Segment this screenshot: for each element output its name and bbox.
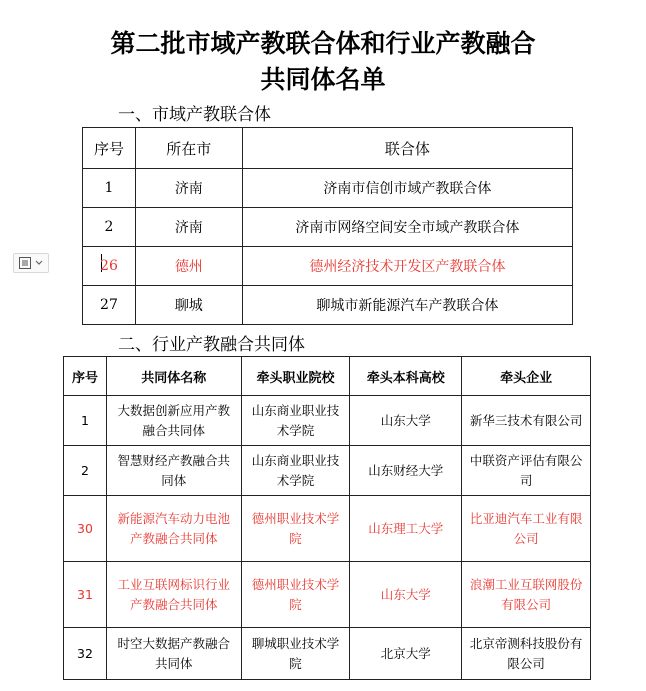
enterprise-cell: 比亚迪汽车工业有限公司 (462, 496, 591, 562)
table-row (83, 208, 573, 247)
vocational-college-cell: 山东商业职业技术学院 (241, 396, 350, 446)
row-number: 27 (83, 286, 136, 325)
table-row (64, 496, 591, 562)
row-number: 30 (64, 496, 107, 562)
table-header-row (83, 128, 573, 169)
community-name-cell: 智慧财经产教融合共同体 (106, 446, 241, 496)
vocational-college-cell: 德州职业技术学院 (241, 496, 350, 562)
enterprise-cell: 浪潮工业互联网股份有限公司 (462, 562, 591, 628)
city-cell: 聊城 (135, 286, 242, 325)
document-title-line2: 共同体名单 (260, 65, 386, 94)
university-cell: 山东大学 (350, 396, 462, 446)
row-number: 1 (64, 396, 107, 446)
row-number: 26 (83, 247, 136, 286)
table-row (64, 628, 591, 680)
row-number: 1 (83, 169, 136, 208)
table-header-row (64, 357, 591, 396)
header-cell: 牵头企业 (462, 357, 591, 396)
enterprise-cell: 中联资产评估有限公司 (462, 446, 591, 496)
row-number: 2 (83, 208, 136, 247)
paragraph-collapse-icon (19, 257, 31, 269)
table-row (83, 247, 573, 286)
consortium-name-cell: 德州经济技术开发区产教联合体 (242, 247, 572, 286)
community-name-cell: 时空大数据产教融合共同体 (106, 628, 241, 680)
row-number: 32 (64, 628, 107, 680)
section1-heading: 一、市域产教联合体 (118, 105, 271, 125)
row-number: 31 (64, 562, 107, 628)
chevron-down-icon (35, 260, 43, 266)
table-row (83, 286, 573, 325)
header-cell: 序号 (83, 128, 136, 169)
industry-community-table (63, 356, 591, 680)
row-number: 2 (64, 446, 107, 496)
document-title (0, 26, 646, 98)
table-row (64, 446, 591, 496)
header-cell: 牵头职业院校 (241, 357, 350, 396)
header-cell: 序号 (64, 357, 107, 396)
university-cell: 山东大学 (350, 562, 462, 628)
university-cell: 山东理工大学 (350, 496, 462, 562)
consortium-name-cell: 济南市信创市域产教联合体 (242, 169, 572, 208)
header-cell: 联合体 (242, 128, 572, 169)
city-cell: 济南 (135, 169, 242, 208)
vocational-college-cell: 山东商业职业技术学院 (241, 446, 350, 496)
table-row (64, 562, 591, 628)
consortium-name-cell: 聊城市新能源汽车产教联合体 (242, 286, 572, 325)
consortium-name-cell: 济南市网络空间安全市域产教联合体 (242, 208, 572, 247)
university-cell: 北京大学 (350, 628, 462, 680)
header-cell: 牵头本科高校 (350, 357, 462, 396)
community-name-cell: 新能源汽车动力电池产教融合共同体 (106, 496, 241, 562)
document-title-line1: 第二批市域产教联合体和行业产教融合 (110, 29, 536, 58)
table-row (64, 396, 591, 446)
city-cell: 德州 (135, 247, 242, 286)
community-name-cell: 大数据创新应用产教融合共同体 (106, 396, 241, 446)
vocational-college-cell: 德州职业技术学院 (241, 562, 350, 628)
table-row (83, 169, 573, 208)
header-cell: 所在市 (135, 128, 242, 169)
enterprise-cell: 新华三技术有限公司 (462, 396, 591, 446)
city-cell: 济南 (135, 208, 242, 247)
community-name-cell: 工业互联网标识行业产教融合共同体 (106, 562, 241, 628)
municipal-consortium-table (82, 127, 573, 325)
paragraph-collapse-control[interactable] (13, 253, 49, 273)
section2-heading: 二、行业产教融合共同体 (118, 335, 305, 355)
university-cell: 山东财经大学 (350, 446, 462, 496)
header-cell: 共同体名称 (106, 357, 241, 396)
enterprise-cell: 北京帝测科技股份有限公司 (462, 628, 591, 680)
vocational-college-cell: 聊城职业技术学院 (241, 628, 350, 680)
